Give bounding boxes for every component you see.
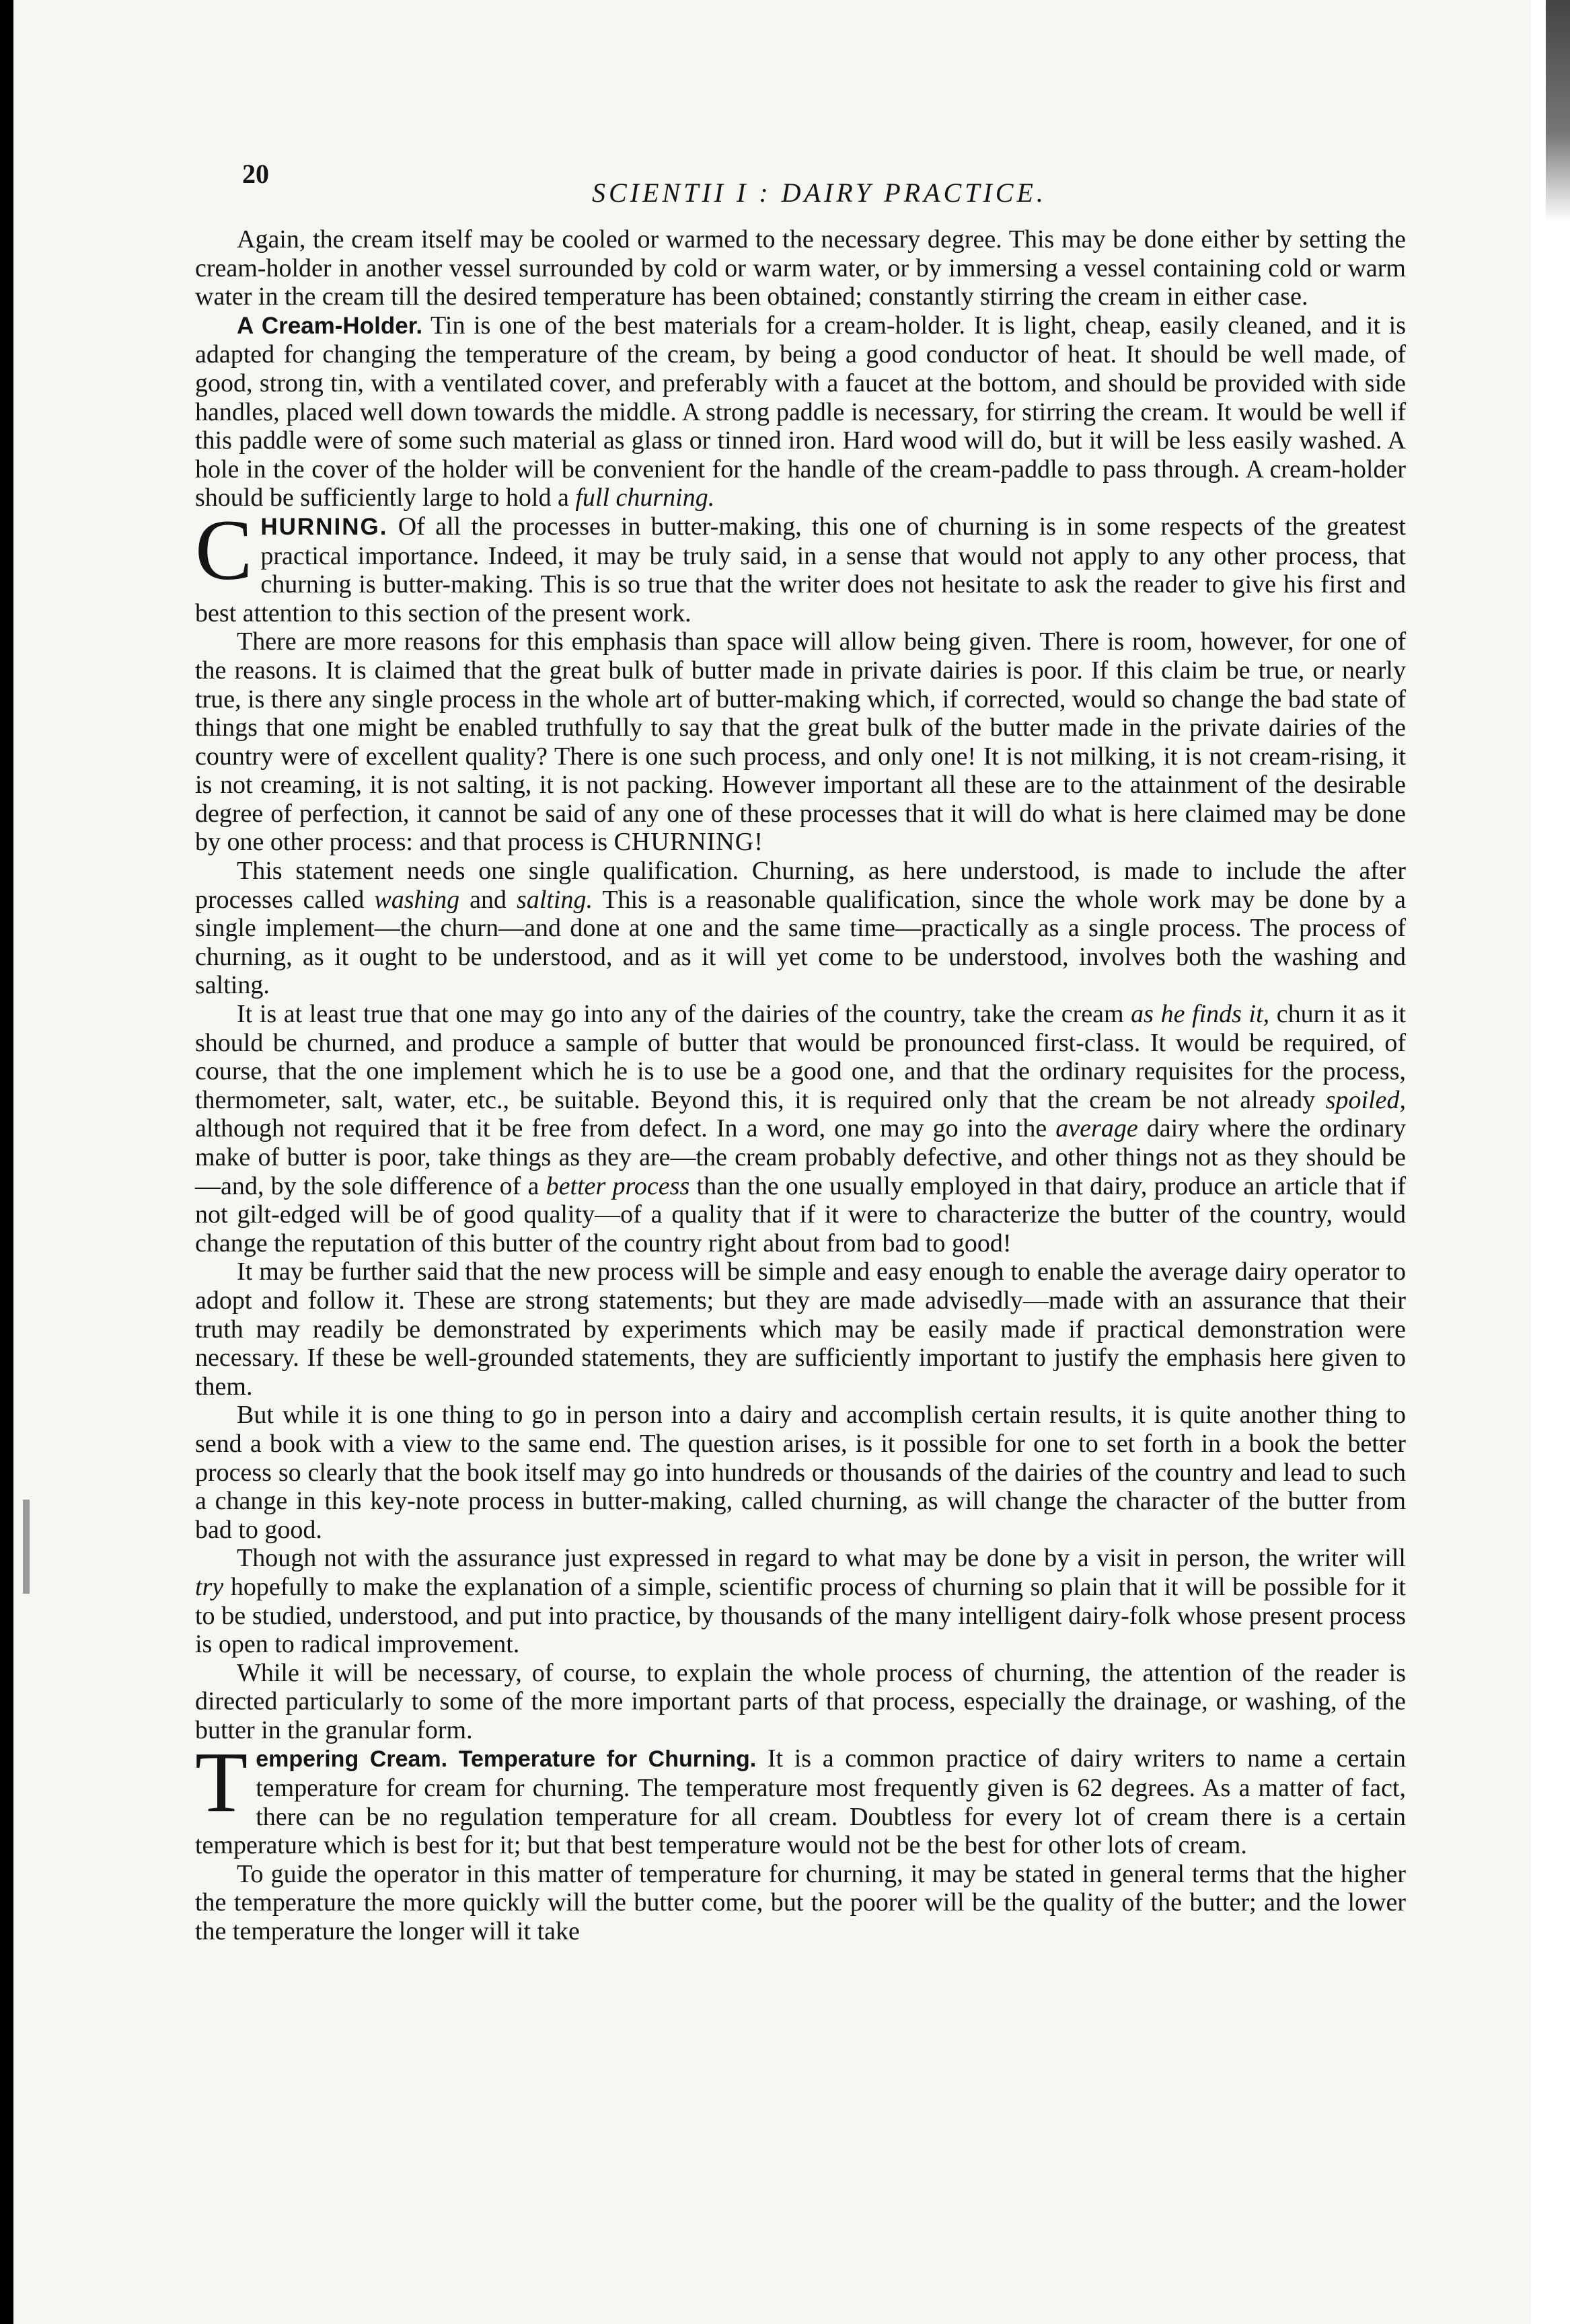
paragraph-text: This is a reasonable qualification, since the whole work may be done by a single implement—the churn—and done at one and the same time—practically as a single process. The process of churning, as it ought to be understood, and as it will yet come to be understood, involves both the washing and salting.: [195, 885, 1406, 1000]
page-header: [242, 151, 1399, 208]
emphasis-text: salting.: [517, 885, 593, 914]
paragraph-assurance: [195, 1544, 1406, 1658]
paragraph-text: Of all the processes in butter-making, this one of churning is in some respects of the greatest practical importance. Indeed, it may be truly said, in a sense that would not apply to any other process, that churning is butter-making. This is so true that the writer does not hesitate to ask the reader to give his first and best attention to this section of the present work.: [195, 512, 1406, 627]
section-title-churning: HURNING.: [260, 513, 388, 540]
paragraph-text: !: [754, 828, 763, 857]
paragraph-any-dairy: [195, 1000, 1406, 1257]
emphasis-text: washing: [374, 885, 460, 914]
paragraph-text: churn it as it should be churned, and produce a sample of butter that would be pronounced first-class. It would be required, of course, that the one implement which he is to use be a good one, and that the ordinary requisites for the process, thermometer, salt, water, etc., be suitable. Beyond this, it is required only that the cream be not already: [195, 1000, 1407, 1114]
paragraph-text: It is a common practice of dairy writers to name a certain temperature for cream for churning. The temperature most frequently given is 62 degrees. As a matter of fact, there can be no regulation temperature for all cream. Doubtless for every lot of cream there is a certain temperature which is best for it; but that best temperature would not be the best for other lots of cream.: [195, 1744, 1406, 1860]
emphasis-text: full churning.: [575, 483, 715, 512]
drop-cap-c: C: [195, 502, 253, 598]
page-body: [195, 225, 1406, 1946]
paragraph-whole-process: While it will be necessary, of course, to explain the whole process of churning, the attention of the reader is directed particularly to some of the more important parts of that process, especially the drainage, or washing, of the butter in the granular form.: [195, 1658, 1406, 1744]
scan-margin-mark: [23, 1500, 30, 1594]
section-title-cream-holder: A Cream-Holder.: [237, 312, 423, 339]
paragraph-text: dairy where the ordinary make of butter is poor, take things as they are—the cream probably defective, and other things not as they should be—and, by the sole difference of a: [195, 1114, 1406, 1200]
paragraph-new-process: It may be further said that the new process will be simple and easy enough to enable the average dairy operator to adopt and follow it. These are strong statements; but they are made advisedly—made with an assurance that their truth may readily be demonstrated by experiments which may be easily made if practical demonstration were necessary. If these be well-grounded statements, they are sufficiently important to justify the emphasis here given to them.: [195, 1257, 1406, 1401]
paragraph-text: It is at least true that one may go into any of the dairies of the country, take the cream: [237, 1000, 1131, 1029]
running-head: SCIENTII I : DAIRY PRACTICE.: [592, 178, 1047, 208]
paragraph-text: than the one usually employed in that dairy, produce an article that if not gilt-edged will be of good quality—of a quality that if it were to characterize the butter of the country, would change the reputation of this butter of the country right about from bad to good!: [195, 1171, 1406, 1257]
section-churning: [195, 502, 1406, 627]
emphasis-text: try: [195, 1572, 224, 1601]
paragraph-text: and: [459, 885, 517, 914]
emphasis-text: as he finds it,: [1131, 1000, 1270, 1029]
paragraph-text: This statement needs one single qualification. Churning, as here understood, is made to include the after processes called: [195, 857, 1406, 914]
emphasis-text: average: [1055, 1114, 1138, 1143]
small-caps-text: CHURNING: [613, 828, 755, 857]
paragraph-temperature-guide: To guide the operator in this matter of temperature for churning, it may be stated in general terms that the higher the temperature the more quickly will the butter come, but the poorer will be the quality of the butter; and the lower the temperature the longer will it take: [195, 1859, 1406, 1946]
emphasis-text: better process: [546, 1171, 690, 1200]
paragraph-text: Tin is one of the best materials for a cream-holder. It is light, cheap, easily cleaned, and it is adapted for changing the temperature of the cream, by being a good conductor of heat. It should be well made, of good, strong tin, with a ventilated cover, and preferably with a faucet at the bottom, and should be provided with side handles, placed well down towards the middle. A strong paddle is necessary, for stirring the cream. It would be well if this paddle were of some such material as glass or tinned iron. Hard wood will do, but it will be less easily washed. A hole in the cover of the holder will be convenient for the handle of the cream-paddle to pass through. A cream-holder should be sufficiently large to hold a: [195, 311, 1406, 512]
paragraph-cooling: Again, the cream itself may be cooled or warmed to the necessary degree. This may be done either by setting the cream-holder in another vessel surrounded by cold or warm water, or by immersing a vessel containing cold or warm water in the cream till the desired temperature has been obtained; constantly stirring the cream in either case.: [195, 225, 1406, 311]
page-right-edge: [1531, 0, 1570, 2324]
paragraph-cream-holder: [195, 311, 1406, 512]
paragraph-text: hopefully to make the explanation of a simple, scientific process of churning so plain that it will be possible for it to be studied, understood, and put into practice, by thousands of the many intelligent dairy-folk whose present process is open to radical improvement.: [195, 1572, 1406, 1659]
section-title-tempering: empering Cream. Temperature for Churning.: [256, 1746, 757, 1773]
paragraph-qualification: [195, 857, 1406, 1000]
paragraph-book: But while it is one thing to go in person into a dairy and accomplish certain results, it is quite another thing to send a book with a view to the same end. The question arises, is it possible for one to set forth in a book the better process so clearly that the book itself may go into hundreds or thousands of the dairies of the country and lead to such a change in this key-note process in butter-making, called churning, as will change the character of the butter from bad to good.: [195, 1401, 1406, 1544]
drop-cap-t: T: [195, 1734, 248, 1830]
paragraph-reasons: [195, 627, 1406, 857]
section-tempering-cream: [195, 1734, 1406, 1860]
paragraph-text: Though not with the assurance just expressed in regard to what may be done by a visit in person, the writer will: [237, 1544, 1406, 1573]
paragraph-text: although not required that it be free from defect. In a word, one may go into the: [195, 1114, 1056, 1143]
scan-shadow: [1546, 0, 1570, 222]
page-number: 20: [242, 159, 269, 189]
paragraph-text: There are more reasons for this emphasis than space will allow being given. There is room, however, for one of the reasons. It is claimed that the great bulk of butter made in private dairies is poor. If this claim be true, or nearly true, is there any single process in the whole art of butter-making which, if corrected, would so change the bad state of things that one might be enabled truthfully to say that the great bulk of the butter made in the private dairies of the country were of excellent quality? There is one such process, and only one! It is not milking, it is not cream-rising, it is not creaming, it is not salting, it is not packing. However important all these are to the attainment of the desirable degree of perfection, it cannot be said of any one of these processes that it will do what is here claimed may be done by one other process: and that process is: [195, 627, 1406, 857]
emphasis-text: spoiled,: [1325, 1085, 1406, 1114]
